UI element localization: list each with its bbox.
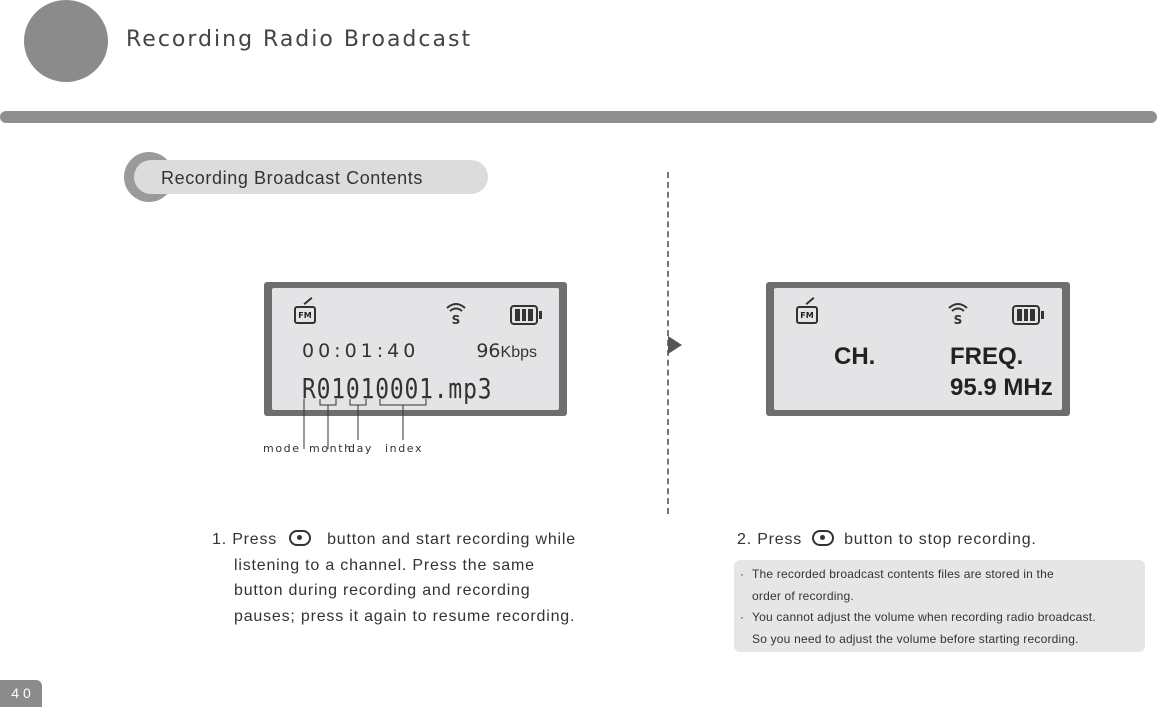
- page-title: Recording Radio Broadcast: [126, 27, 473, 52]
- note-item: [740, 607, 1135, 650]
- note-item: [740, 564, 1135, 607]
- record-button-icon: [289, 530, 311, 546]
- frequency-value: 95.9 MHz: [950, 374, 1053, 401]
- header-divider-bar: [0, 111, 1157, 123]
- stereo-signal-icon: [946, 300, 970, 326]
- step-2-instruction: [737, 527, 1137, 553]
- lcd-display-stopped: [766, 282, 1070, 416]
- notes-box: [734, 560, 1145, 652]
- bitrate-value: 96: [476, 340, 501, 362]
- recording-filename: R01010001.mp3: [302, 372, 493, 405]
- note-bullet: ·: [740, 567, 745, 581]
- bitrate: [476, 340, 537, 362]
- record-button-icon: [812, 530, 834, 546]
- battery-icon: [510, 305, 538, 325]
- note-bullet: ·: [740, 610, 745, 624]
- step-1-line-2: listening to a channel. Press the same: [234, 556, 535, 574]
- battery-icon: [1012, 305, 1040, 325]
- callout-month-label: month: [309, 442, 353, 455]
- fm-radio-icon: FM: [294, 306, 316, 324]
- stereo-signal-icon: [444, 300, 468, 326]
- note-text-line-1: The recorded broadcast contents files are stored in the: [752, 567, 1054, 581]
- step-1-suffix: button and start recording while: [327, 531, 576, 548]
- step-1-line-4: pauses; press it again to resume recording.: [234, 607, 576, 625]
- svg-text:S: S: [953, 313, 963, 326]
- page-number: 40: [0, 680, 42, 707]
- step-1-instruction: [212, 527, 632, 629]
- note-text-line-2: So you need to adjust the volume before starting recording.: [752, 631, 1079, 646]
- step-1-prefix: 1. Press: [212, 531, 278, 548]
- step-2-prefix: 2. Press: [737, 531, 803, 548]
- section-heading-label: Recording Broadcast Contents: [161, 168, 423, 188]
- callout-mode-label: mode: [263, 442, 301, 455]
- title-circle-decoration: [24, 0, 108, 82]
- bitrate-unit: Kbps: [500, 344, 537, 361]
- lcd-screen: [774, 288, 1062, 410]
- channel-label: CH.: [834, 343, 876, 370]
- step-2-suffix: button to stop recording.: [844, 531, 1037, 548]
- fm-radio-icon: FM: [796, 306, 818, 324]
- svg-text:S: S: [451, 313, 461, 326]
- callout-index-label: index: [385, 442, 424, 455]
- note-text-line-2: order of recording.: [752, 588, 854, 603]
- section-heading: [124, 152, 488, 202]
- note-text-line-1: You cannot adjust the volume when recording radio broadcast.: [752, 610, 1096, 624]
- recording-time: 00:01:40: [302, 340, 420, 362]
- step-1-line-3: button during recording and recording: [234, 582, 531, 599]
- frequency-label: FREQ.: [950, 343, 1024, 370]
- callout-day-label: day: [348, 442, 374, 455]
- next-step-arrow-icon: [668, 336, 682, 354]
- lcd-screen: [272, 288, 559, 410]
